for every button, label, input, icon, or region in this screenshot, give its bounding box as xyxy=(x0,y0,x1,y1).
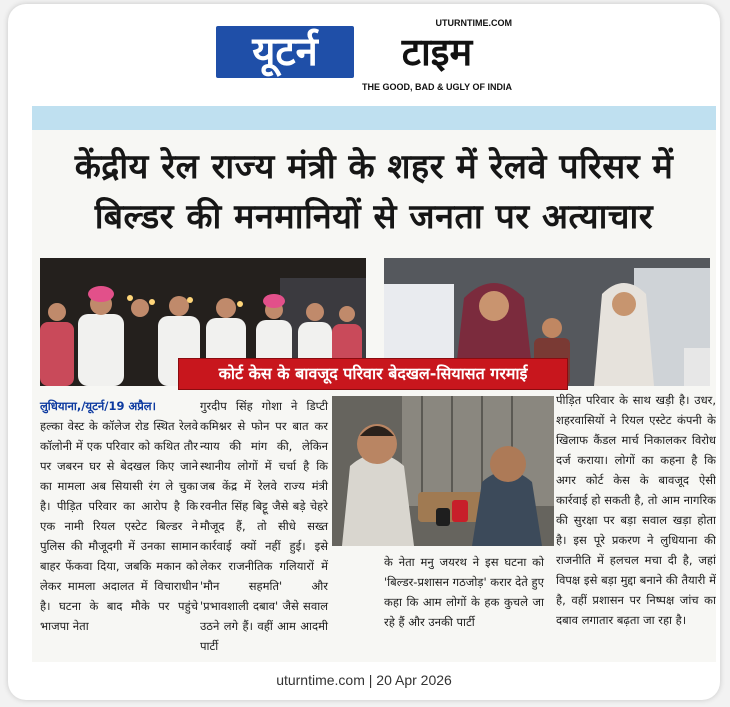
newspaper-clipping xyxy=(32,106,716,662)
footer-source: uturntime.com | 20 Apr 2026 xyxy=(276,672,452,688)
article-column-1-text: हल्का वेस्ट के कॉलेज रोड स्थित रेलवे कॉलोनी में एक परिवार को कथित तौर पर जबरन घर से बेदखल किए जाने का मामला अब सियासी रंग ले चुका है। पीड़ित परिवार का आरोप है कि एक नामी रियल एस्टेट बिल्डर ने पुलिस की मौजूदगी में उनका सामान बाहर फेंकवा दिया, जबकि मकान को लेकर मामला अदालत में विचाराधीन है। घटना के बाद मौके पर पहुंचे भाजपा नेता xyxy=(40,419,198,633)
article-column-4-text: पीड़ित परिवार के साथ खड़ी है। उधर, शहरवासियों ने रियल एस्टेट कंपनी के खिलाफ कैंडल मार्च निकालकर विरोध दर्ज कराया। लोगों का कहना है कि अगर कोर्ट केस के बावजूद ऐसी कार्रवाई हो सकती है, तो आम नागरिक की सुरक्षा पर बड़ा सवाल खड़ा होता है। इस पूरे प्रकरण ने लुधियाना की राजनीति में हलचल मचा दी है, जहां विपक्ष इसे बड़ा मुद्दा बनाने की तैयारी में है, वहीं प्रशासन पर निष्पक्ष जांच का दबाव लगातार बढ़ता जा रहा है। xyxy=(556,393,716,627)
masthead-logo xyxy=(216,18,514,96)
article-column-3-text: के नेता मनु जयरथ ने इस घटना को 'बिल्डर-प्रशासन गठजोड़' करार देते हुए कहा कि आम लोगों के हक कुचले जा रहे हैं और उनकी पार्टी xyxy=(384,555,544,629)
article-column-2-text: गुरदीप सिंह गोशा ने डिप्टी कमिश्नर से फोन पर बात कर न्याय की मांग की, लेकिन स्थानीय लोगों में चर्चा है कि जब केंद्र में रेलवे राज्य मंत्री रवनीत सिंह बिट्टू जैसे बड़े चेहरे मौजूद हैं, तो सीधे सख्त कार्रवाई क्यों नहीं हुई। इसे लेकर राजनीतिक गलियारों में 'मौन सहमति' और 'प्रभावशाली दबाव' जैसे सवाल उठने लगे हैं। वहीं आम आदमी पार्टी xyxy=(200,399,328,653)
clipping-top-band xyxy=(32,106,716,130)
interview-illustration xyxy=(332,396,554,546)
masthead-name-right: टाइम xyxy=(401,30,473,74)
article-column-3 xyxy=(384,552,544,632)
headline-line-2: बिल्डर की मनमानियों से जनता पर अत्याचार xyxy=(94,197,654,237)
masthead-url: UTURNTIME.COM xyxy=(435,18,512,28)
masthead-name-left: यूटर्न xyxy=(216,26,354,78)
post-card xyxy=(8,4,720,700)
headline-line-1: केंद्रीय रेल राज्य मंत्री के शहर में रेलवे परिसर में xyxy=(74,147,674,187)
article-column-1 xyxy=(40,396,198,636)
article-dateline: लुधियाना,/यूटर्न/19 अप्रैल। xyxy=(40,399,156,413)
interview-photo xyxy=(332,396,554,546)
article-column-4 xyxy=(556,390,716,630)
subheadline-banner: कोर्ट केस के बावजूद परिवार बेदखल-सियासत गरमाई xyxy=(178,358,568,390)
article-headline xyxy=(32,142,716,242)
masthead-tagline: THE GOOD, BAD & UGLY OF INDIA xyxy=(361,82,512,92)
